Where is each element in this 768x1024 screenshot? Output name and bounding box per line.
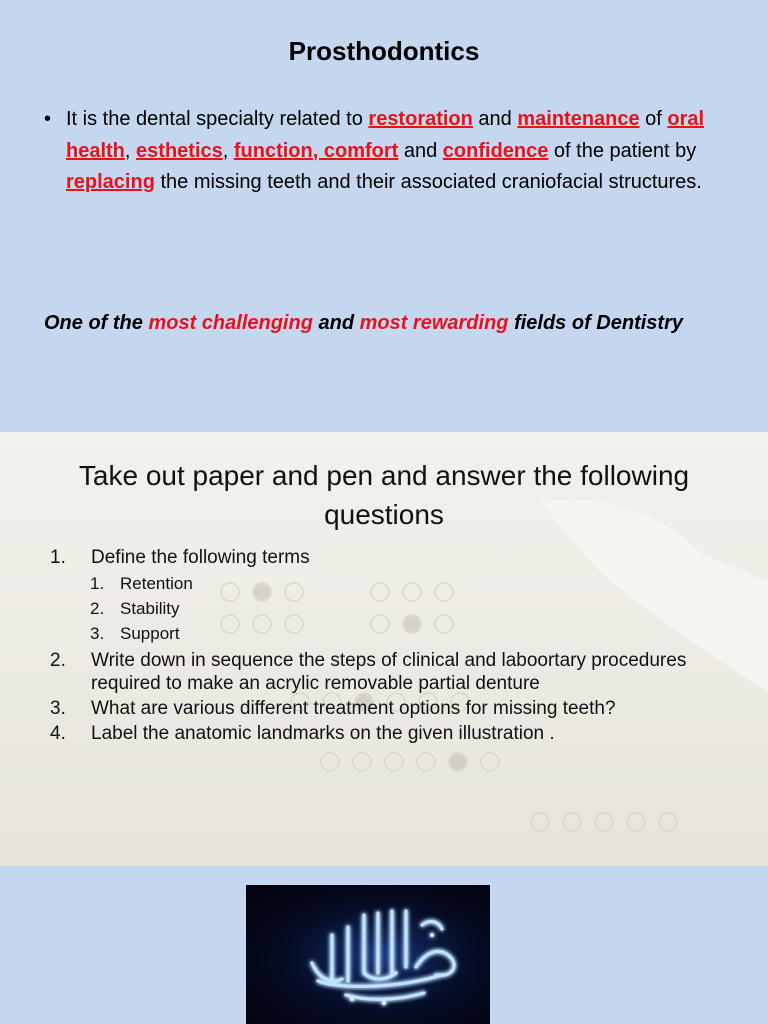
bullet-marker: • [44,108,52,130]
item-text: Write down in sequence the steps of clinical and laboortary procedures required to make an acrylic removable partial denture [91,650,687,694]
item-text: Support [120,624,180,643]
item-number: 2. [50,650,66,671]
sub-list-item [50,621,700,646]
text-run: the missing teeth and their associated craniofacial structures. [154,171,702,193]
sub-list-item [50,596,700,621]
slide-prosthodontics [0,0,768,432]
item-number: 3. [90,624,105,643]
tagline [44,308,724,339]
text-run: and [472,108,518,130]
item-number: 3. [50,698,66,719]
definition-bullet [44,104,724,199]
list-item [50,649,700,695]
slide-title: Prosthodontics [288,36,480,66]
text-run: of the patient by [548,139,697,162]
text-run: of [639,108,668,130]
highlight-most-rewarding: most rewarding [359,312,509,334]
list-item [50,546,700,569]
highlight-function-comfort: function, comfort [233,139,399,162]
text-run: It is the dental specialty related to [66,108,369,130]
text-run: , [124,139,137,162]
item-text: Label the anatomic landmarks on the given illustration . [91,723,555,744]
item-text: Define the following terms [91,547,310,568]
list-item [50,697,700,720]
item-text: Stability [120,599,180,618]
bismillah-calligraphy-image [246,885,490,1024]
highlight-confidence: confidence [442,139,549,162]
text-run: One of the [44,312,149,334]
item-text: Retention [120,574,193,593]
item-text: What are various different treatment options for missing teeth? [91,698,616,719]
definition-text [66,104,724,199]
highlight-replacing: replacing [66,171,155,193]
sub-list-item [50,571,700,596]
highlight-maintenance: maintenance [517,108,640,130]
highlight-oral-health: oral health [66,108,705,162]
highlight-most-challenging: most challenging [148,312,313,334]
item-number: 2. [90,599,105,618]
slide-calligraphy [0,866,768,1024]
text-run: fields of Dentistry [508,312,683,334]
highlight-restoration: restoration [368,108,473,130]
calligraphy-artwork [246,885,490,1024]
text-run: and [312,312,360,334]
item-number: 4. [50,723,66,744]
text-run: and [398,139,443,162]
list-item [50,722,700,745]
question-list [50,546,700,747]
item-number: 1. [50,547,66,568]
slide-questions [0,432,768,866]
questions-title: Take out paper and pen and answer the following questions [78,460,690,530]
text-run: , [222,139,234,162]
highlight-esthetics: esthetics [136,139,223,162]
item-number: 1. [90,574,105,593]
